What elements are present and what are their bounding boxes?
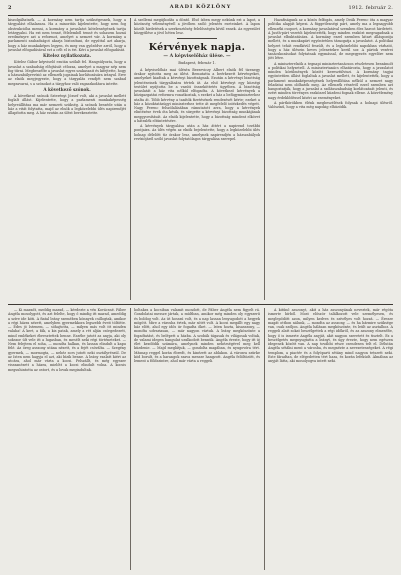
paragraph: — Ki maradt, meddig marad, — kérdezte a vén Kovácsné. Fáber Angéla mosolygott, és azt felelte, hogy ő mindig itt marad, ameddig a szíve ide köti. A fiatal leány szemében könnyek csillogtak, amikor a régi házra nézett, amelyben gyermekkora legszebb éveit töltötte. — Édes jó Istenem, — sóhajtotta, — milyen más volt itt minden valaha! A kert, a fák, a kis patak, amely a rét alján csörgedezett, mind emlékeket ébresztettek benne. Eszébe jutott az anyja, aki oly sokszor ült vele itt a lugasban, és mesélt neki régi történeteket. — Nem felejtem el soha, — mondta halkan, és lassan elindult a kapu felé. Az öreg asszony utána nézett, és a fejét csóválta. — Szegény gyermek, — mormogta, — nehéz sors jutott neki osztályrészül. De az Isten nem hagyja el azt, aki bízik benne. A leány ezalatt kiért az utcára, ahol már várta a kocsi. Felszállt, és még egyszer visszanézett a házra, mielőtt a kocsi elindult volna. A kocsis megsuhintotta az ostort, és a lovak megindultak. — [8, 308, 126, 372]
paragraph: A képviselőház mai ülésén Berzeviczy Albert elnök fél tizenegy órakor nyitotta meg az ülést. Bemutatta a beérkezett kérvényeket, amelyeket kiadtak a kérvényi bizottságnak. Ezután a kérvényi bizottság jelentéseinek tárgyalására tértek át. Az első kérvényt egy községi testület nyújtotta be a vasúti összeköttetés ügyében. A bizottság javaslatát a ház vita nélkül elfogadta. A következő kérvények a közigazgatási reformra vonatkoztak, s ezeket a ház a belügyminiszterhez utalta át. Több kérvény a tanítók fizetésének rendezését kérte; ezeket a ház a közoktatásügyi miniszterhez tette át megfelelő intézkedés végett. Nagy Ferenc felszólalásában rámutatott arra, hogy a kérvények elintézése évek óta késik, és sürgette a kérvényi bizottság munkájának meggyorsítását. Az elnök kijelentette, hogy a bizottság mindent elkövet a hátralék eltüntetésére. — [134, 67, 260, 123]
paragraph: A pártkörökben élénk megbeszélések folynak a holnapi ülésről. Valószínű, hogy a vita még napokig elhúzódik. — [268, 101, 393, 110]
paragraph: holtakra a kocsiban valamit mondott, de Fáber Angéla nem figyelt rá. Gondolatai messze jártak, a múltban, amikor még minden oly egyszerű és boldog volt. Az út hosszú volt, és a nap lassan lenyugodott a hegyek mögött. Mire a városba értek, már sötét volt. A kocsi megállt egy nagy ház előtt, ahol egy idős úr fogadta őket. — Isten hozta, kisasszony, — mondta udvariasan, — már nagyon vártuk. A leány megköszönte a fogadtatást, és belépett a házba. A szobák tágasak és világosak voltak, de valami idegen hangulat uralkodott bennük. Angéla érezte, hogy itt új élet kezdődik számára, amelynek minden nehézségével meg kell küzdenie. — Majd meglátjuk, — gondolta magában, és nyugovóra tért. Másnap reggel korán ébredt, és kinézett az ablakon. A városra szürke köd borult, és a harangok szava messze hangzott. Angéla felöltözött, és lement a földszintre, ahol már várta a reggeli. — [134, 308, 260, 363]
article-subtitle: — A képviselőház ülése. — — [163, 54, 231, 59]
feuilleton-column-1 — [8, 308, 126, 570]
feuilleton-rule — [8, 304, 393, 305]
column-divider — [130, 308, 131, 570]
column-2 — [134, 18, 260, 300]
article-title: Kérvények napja. — [148, 42, 246, 53]
feuilleton-column-3 — [268, 308, 393, 570]
column-3 — [268, 18, 393, 300]
page-number: 2 — [8, 5, 12, 11]
header-rule — [8, 15, 393, 16]
column-divider — [130, 18, 131, 300]
issue-date: 1912. február 2. — [348, 5, 393, 11]
column-1 — [8, 18, 126, 300]
newspaper-title: ARADI KÖZLÖNY — [169, 4, 232, 10]
paragraph: A következő szónok Szterényi József volt, aki a javaslat mellett foglalt állást. Kijelentette, hogy a parlamenti munkaképesség helyreállítása ma már nemzeti szükség. A szónok beszéde után a ház a vitát folytatta, majd az elnök a legközelebbi ülés napirendjét állapította meg. A ház ezután az ülést berekesztette. — [8, 94, 126, 115]
article-dateline: Budapest, február 1. — [178, 60, 216, 65]
paragraph: A miniszterelnök a tegnapi minisztertanácson részletesen beszámolt a politikai helyzetről. A minisztertanács elhatározta, hogy a javaslatot minden körülmények között keresztülviszi. A kormány tagjai egyöntetűen állást foglaltak a javaslat mellett, és kijelentették, hogy a parlament munkaképességének helyreállítása nélkül a nemzet nagy feladatai nem oldhatók meg. Az ellenzék részéről ezzel szemben azt hangoztatják, hogy a javaslat a szólásszabadság korlátozását jelenti, és ezért minden törvényes eszközzel küzdeni fognak ellene. A közvélemény nagy érdeklődéssel kíséri az eseményeket. — [268, 61, 393, 100]
paragraph: A szellemi megújhodás a döntő. Első ízben megy nekünk ezt a lapot, a közönség véleményéről a jövőben szóló jelentés eseteinket. A lapon közölt hirdetések a szerkesztőség felelősségén kívül esnek. Az egyesület közgyűlése a jövő héten lesz. — [134, 18, 260, 35]
column-divider — [264, 308, 265, 570]
paragraph: Kitelez Gábor képviselő ezután szólalt fel. Hangsúlyozta, hogy a javaslat a szabadság elfojtását célozza, amelyet a magyar nép nem fog tűrni. Megbeszélte a javaslat egyes szakaszait és kifejtette, hogy a házszabályrevízió az ellenzék jogainak korlátozására irányul. Erre az elnök megjegyezte, hogy a tárgyalás rendjét nem szabad megzavarni, s a szónokot a tárgyhoz való ragaszkodásra intette. — [8, 60, 126, 86]
paragraph: A kérvények tárgyalása után a ház áttért a napirend további pontjaira. Az ülés végén az elnök bejelentette, hogy a legközelebbi ülés holnap délelőtt tíz órakor lesz, amelynek napirendjén a házszabályok revíziójáról szóló javaslat folytatólagos tárgyalása szerepel. — [134, 124, 260, 141]
paragraph: kiszolgáltatnék. — A kormány nem tartja szükségesnek, hogy a tárgyalást elhalassza. Ha a minoritás kijelentette, hogy nem fog obstrukcióba menni, a kormány a javaslatot kötelességének tartja letárgyalni. Ha ezt nem tenné, félelemből tenné és sohasem hozná eredményre azt a reformot, amelyet a nemzet vár. A kormány a parlamenti szabadságot akarja biztosítani, de egyúttal azt akarja, hogy a ház munkaképes legyen, és meg van győződve arról, hogy a javaslat elfogadásával ezt a célt el is éri. Kéri a javaslat elfogadását. — [8, 18, 126, 52]
section-heading: Kitelez nyilatkozata. — [42, 53, 92, 58]
page-header — [8, 4, 393, 14]
separator — [177, 38, 217, 39]
column-divider — [264, 18, 265, 300]
feuilleton-column-2 — [134, 308, 260, 570]
paragraph: Hazafiságunk az a közös felfogás, amely Deák Ferenc óta a magyar politika alapját képezi. A függetlenségi párt, amely ma a legnagyobb ellenzéki csoport, a kormány javaslatával szemben éles harcot hirdetett. A Justh-párt vezetői kijelentették, hogy minden eszközt megragadnak a javaslat elbuktatására. A kormány ezzel szemben kitart álláspontja mellett, és a munkapárt egyöntetűen támogatja a javaslatot. A politikai helyzet tehát rendkívül feszült, és a legközelebbi napokban várható, hogy a ház ülésein heves jelenetekre kerül sor. A pártok vezérei tanácskozásokat folytatnak egymással, de megegyezés egyelőre nem jött létre. — [268, 18, 393, 61]
paragraph: A kitűnő asszonyt, akit a ház asszonyának neveztek, már régóta ismerte hírből. Most először találkozott vele személyesen, és meglepődött azon, milyen kedves és szívélyes volt hozzá. — Érezze magát otthon nálunk, — mondta az asszony, — és ha bármire szüksége van, csak szóljon. Angéla hálásan megköszönte, és leült az asztalhoz. A reggeli alatt sokat beszélgettek a régi időkről, és az asszony elmesélte, hogy ő is ismerte Angéla anyját, akit nagyon szeretett és tisztelt. Ez a beszélgetés megnyugtatta a leányt, és úgy érezte, hogy nem egészen idegenek között van. A nap további része csendesen telt el. Délután Angéla sétálni ment a városba, és megnézte a nevezetességeket. A régi templom, a piactér és a folyóparti sétány mind nagyon tetszett neki. Este fáradtan, de elégedetten tért haza, és korán lefeküdt. Álmában az anyját látta, aki mosolyogva intett neki. — [268, 308, 393, 363]
section-heading: A következő szónok. — [43, 86, 91, 92]
